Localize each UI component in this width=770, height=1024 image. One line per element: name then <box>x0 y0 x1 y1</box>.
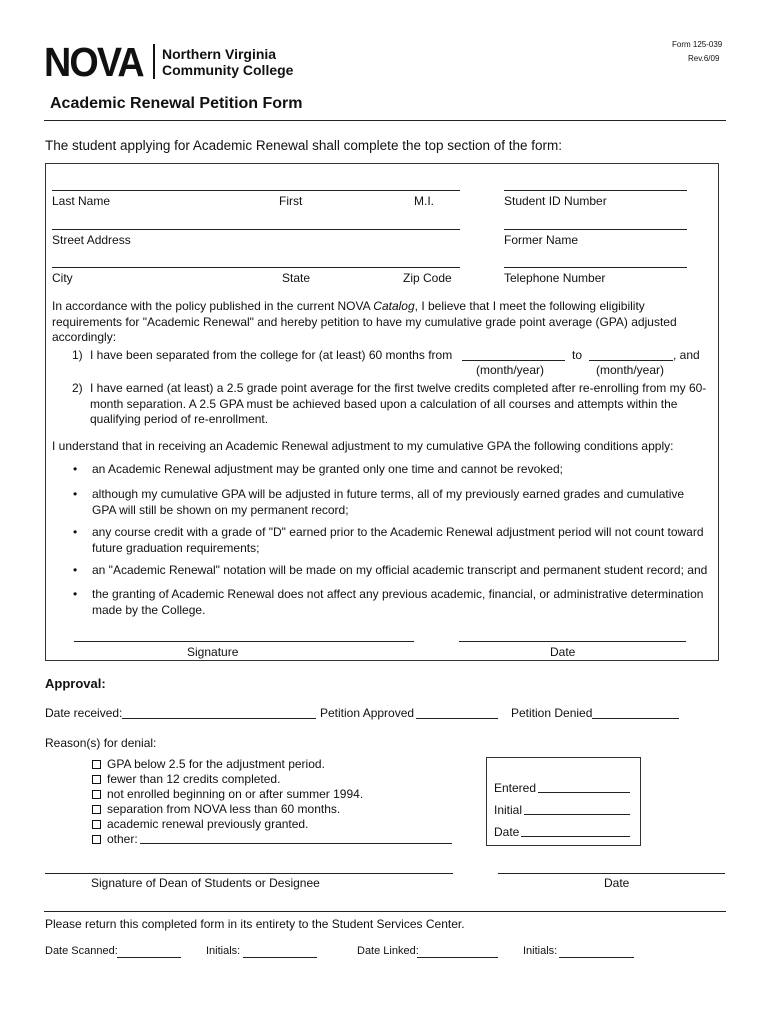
date-linked-label: Date Linked: <box>357 945 419 957</box>
revision-date: Rev.6/09 <box>688 54 720 63</box>
reason-credits[interactable]: fewer than 12 credits completed. <box>92 772 280 786</box>
item2-text: I have earned (at least) a 2.5 grade point average for the first twelve credits completed after re-enrolling from my 60-month separation. A 2.5 GPA must be achieved based upon a calculation of all courses and attempts within the qualifying period of re-enrollment. <box>90 381 707 426</box>
date-received-line[interactable] <box>122 718 316 719</box>
reason-enrolled[interactable]: not enrolled beginning on or after summer 1994. <box>92 787 363 801</box>
eligibility-statement: In accordance with the policy published in the current NOVA Catalog, I believe that I meet the following eligibility requirements for "Academic Renewal" and hereby petition to have my cumulative grade point average (GPA) adjusted accordingly: <box>52 299 677 344</box>
reason-other[interactable]: other: <box>92 832 138 846</box>
condition-item: an Academic Renewal adjustment may be granted only one time and cannot be revoked; <box>92 462 563 476</box>
from-date-line[interactable] <box>462 360 565 361</box>
date-label: Date <box>550 645 576 659</box>
item1-number: 1) <box>72 348 83 362</box>
signature-label: Signature <box>187 645 239 659</box>
checkbox-icon[interactable] <box>92 835 101 844</box>
initial-line[interactable] <box>524 814 630 815</box>
box-date-label: Date <box>494 825 520 839</box>
student-date-line[interactable] <box>459 641 686 642</box>
former-name-label: Former Name <box>504 233 579 247</box>
street-address-label: Street Address <box>52 233 131 247</box>
name-input-line[interactable] <box>52 190 460 191</box>
condition-item: any course credit with a grade of "D" earned prior to the Academic Renewal adjustment period will not count toward future graduation requirements; <box>92 525 704 555</box>
street-input-line[interactable] <box>52 229 460 230</box>
footer-rule <box>44 911 726 912</box>
nova-logo: NOVA <box>44 39 143 85</box>
initials-line-2[interactable] <box>559 957 634 958</box>
instructions: The student applying for Academic Renewal shall complete the top section of the form: <box>45 138 563 153</box>
reasons-heading: Reason(s) for denial: <box>45 736 157 750</box>
checkbox-icon[interactable] <box>92 760 101 769</box>
item2-number: 2) <box>72 381 83 395</box>
checkbox-icon[interactable] <box>92 805 101 814</box>
bullet-icon: • <box>73 563 78 577</box>
student-id-input-line[interactable] <box>504 190 687 191</box>
checkbox-icon[interactable] <box>92 790 101 799</box>
form-number: Form 125-039 <box>672 40 723 49</box>
title-rule <box>44 120 726 121</box>
to-date-line[interactable] <box>589 360 673 361</box>
dean-signature-line[interactable] <box>45 873 453 874</box>
student-signature-line[interactable] <box>74 641 414 642</box>
condition-item: the granting of Academic Renewal does not affect any previous academic, financial, or administrative determination made by the College. <box>92 587 704 617</box>
bullet-icon: • <box>73 487 78 501</box>
dean-date-line[interactable] <box>498 873 725 874</box>
mi-label: M.I. <box>414 194 434 208</box>
date-received-label: Date received: <box>45 706 123 720</box>
bullet-icon: • <box>73 587 78 601</box>
former-name-input-line[interactable] <box>504 229 687 230</box>
reason-separation[interactable]: separation from NOVA less than 60 months. <box>92 802 340 816</box>
telephone-input-line[interactable] <box>504 267 687 268</box>
date-linked-line[interactable] <box>417 957 498 958</box>
dean-signature-label: Signature of Dean of Students or Designee <box>91 876 320 890</box>
other-reason-line[interactable] <box>140 843 452 844</box>
approval-heading: Approval: <box>45 676 106 691</box>
initials-line-1[interactable] <box>243 957 317 958</box>
telephone-label: Telephone Number <box>504 271 606 285</box>
initials-label-2: Initials: <box>523 945 558 957</box>
entered-label: Entered <box>494 781 537 795</box>
first-name-label: First <box>279 194 303 208</box>
city-input-line[interactable] <box>52 267 460 268</box>
city-label: City <box>52 271 73 285</box>
date-scanned-label: Date Scanned: <box>45 945 118 957</box>
petition-approved-label: Petition Approved <box>320 706 415 720</box>
item1-and: , and <box>673 348 700 362</box>
initials-label-1: Initials: <box>206 945 241 957</box>
month-year-hint-1: (month/year) <box>476 363 545 377</box>
date-scanned-line[interactable] <box>117 957 181 958</box>
college-name-line1: Northern Virginia <box>162 46 277 62</box>
return-note: Please return this completed form in its entirety to the Student Services Center. <box>45 917 465 931</box>
reason-previous[interactable]: academic renewal previously granted. <box>92 817 308 831</box>
item1-text: I have been separated from the college for (at least) 60 months from <box>90 348 453 362</box>
condition-item: an "Academic Renewal" notation will be made on my official academic transcript and permanent student record; and <box>92 563 708 577</box>
checkbox-icon[interactable] <box>92 775 101 784</box>
petition-denied-line[interactable] <box>592 718 679 719</box>
conditions-intro: I understand that in receiving an Academic Renewal adjustment to my cumulative GPA the following conditions apply: <box>52 439 674 453</box>
month-year-hint-2: (month/year) <box>596 363 665 377</box>
initial-label: Initial <box>494 803 523 817</box>
zip-label: Zip Code <box>403 271 452 285</box>
bullet-icon: • <box>73 462 78 476</box>
last-name-label: Last Name <box>52 194 111 208</box>
entered-line[interactable] <box>538 792 630 793</box>
petition-denied-label: Petition Denied <box>511 706 593 720</box>
college-name-line2: Community College <box>162 62 294 78</box>
dean-date-label: Date <box>604 876 630 890</box>
student-id-label: Student ID Number <box>504 194 607 208</box>
item1-to: to <box>572 348 583 362</box>
page-title: Academic Renewal Petition Form <box>50 95 303 112</box>
state-label: State <box>282 271 311 285</box>
bullet-icon: • <box>73 525 78 539</box>
condition-item: although my cumulative GPA will be adjusted in future terms, all of my previously earned grades and cumulative GPA will still be shown on my permanent record; <box>92 487 685 517</box>
logo-divider <box>153 44 155 79</box>
petition-approved-line[interactable] <box>416 718 498 719</box>
reason-gpa[interactable]: GPA below 2.5 for the adjustment period. <box>92 757 325 771</box>
box-date-line[interactable] <box>521 836 630 837</box>
checkbox-icon[interactable] <box>92 820 101 829</box>
